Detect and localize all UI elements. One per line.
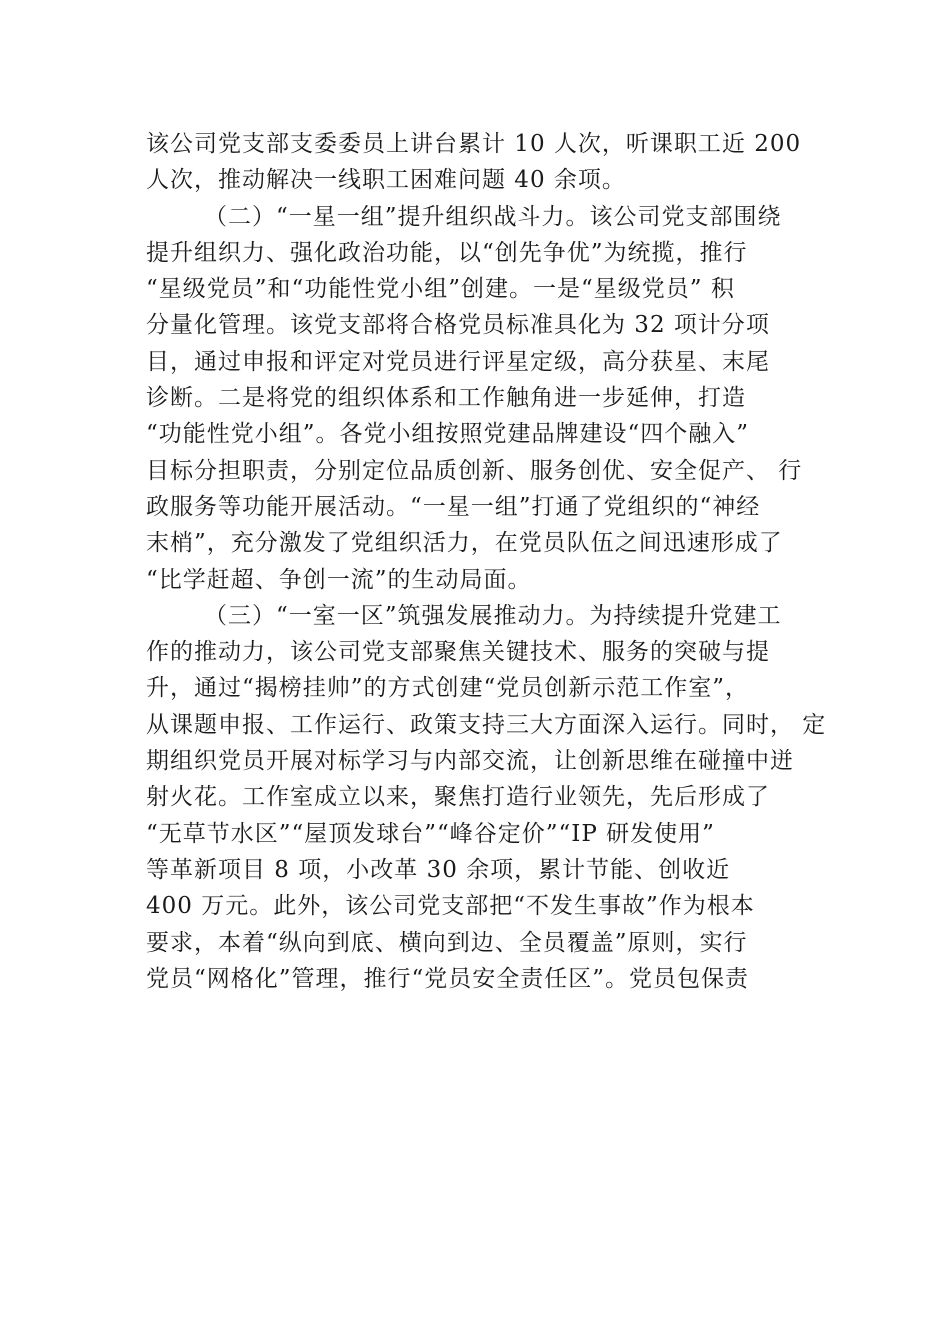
text-line: “功能性党小组”。各党小组按照党建品牌建设“四个融入” [146,421,750,448]
text-line: 党员“网格化”管理，推行“党员安全责任区”。党员包保责 [146,965,750,992]
section-heading-line: （二）“一星一组”提升组织战斗力。该公司党支部围绕 [204,203,782,230]
text-line: 末梢”，充分激发了党组织活力，在党员队伍之间迅速形成了 [146,530,783,557]
text-line: 分量化管理。该党支部将合格党员标准具化为 32 项计分项 [146,312,770,339]
body-text [146,126,836,997]
text-line: 升，通过“揭榜挂帅”的方式创建“党员创新示范工作室”， [146,675,750,702]
text-line: 要求，本着“纵向到底、横向到边、全员覆盖”原则，实行 [146,929,748,956]
text-line: 作的推动力，该公司党支部聚焦关键技术、服务的突破与提 [146,639,770,666]
text-line: 射火花。工作室成立以来，聚焦打造行业领先，先后形成了 [146,784,770,811]
text-line: 该公司党支部支委委员上讲台累计 10 人次，听课职工近 200 [146,131,802,157]
text-line: 期组织党员开展对标学习与内部交流，让创新思维在碰撞中迸 [146,748,794,775]
text-line: 目标分担职责，分别定位品质创新、服务创优、安全促产、 行 [146,457,803,484]
text-line: “比学赶超、争创一流”的生动局面。 [146,566,532,593]
text-line: 等革新项目 8 项，小改革 30 余项，累计节能、创收近 [146,856,731,883]
text-line: 政服务等功能开展活动。“一星一组”打通了党组织的“神经 [146,493,761,520]
section-heading-line: （三）“一室一区”筑强发展推动力。为持续提升党建工 [204,602,782,629]
text-line: 人次，推动解决一线职工困难问题 40 余项。 [146,167,626,194]
text-line: 提升组织力、强化政治功能，以“创先争优”为统揽，推行 [146,239,748,266]
text-line: 诊断。二是将党的组织体系和工作触角进一步延伸，打造 [146,385,746,412]
text-line: 从课题申报、工作运行、政策支持三大方面深入运行。同时， 定 [146,711,827,738]
text-line: “星级党员”和“功能性党小组”创建。一是“星级党员” 积 [146,276,735,303]
text-line: 400 万元。此外，该公司党支部把“不发生事故”作为根本 [146,893,755,920]
text-line: “无草节水区”“屋顶发球台”“峰谷定价”“IP 研发使用” [146,820,715,847]
text-line: 目，通过申报和评定对党员进行评星定级，高分获星、末尾 [146,348,770,375]
